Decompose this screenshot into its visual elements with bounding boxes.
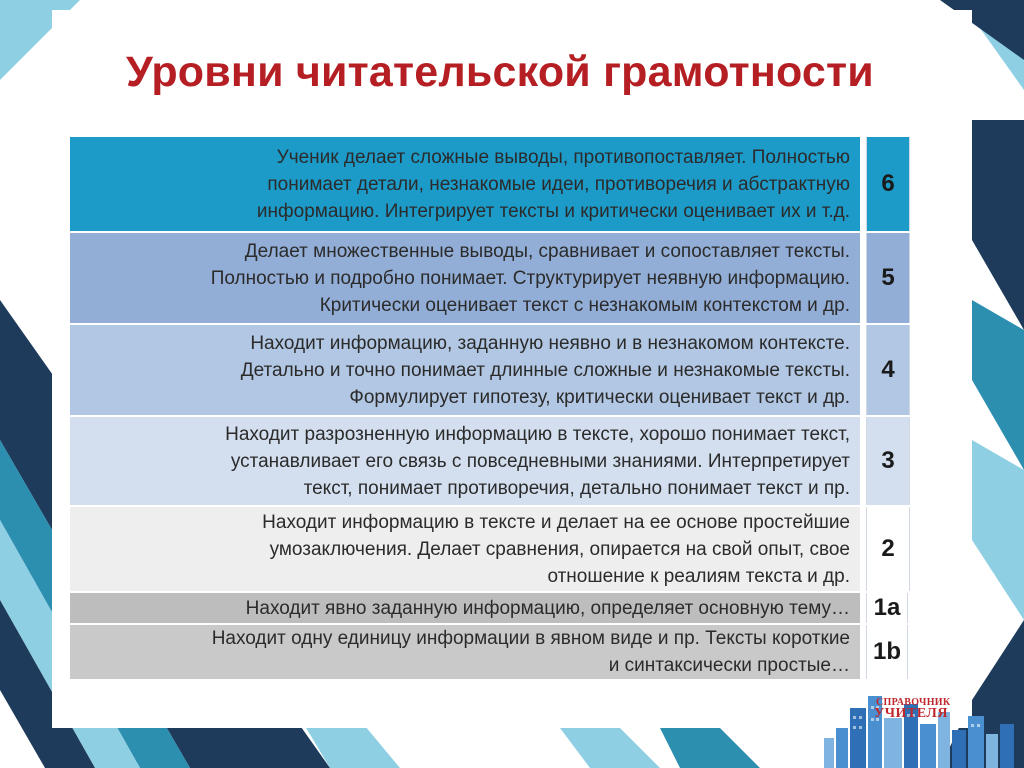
level-row-3 <box>70 417 910 505</box>
level-description <box>70 507 860 591</box>
description-line: Делает множественные выводы, сравнивает и сопоставляет тексты. <box>244 240 850 262</box>
level-row-5 <box>70 233 910 323</box>
level-number: 4 <box>866 325 910 415</box>
description-line: Находит разрозненную информацию в тексте, хорошо понимает текст, <box>225 423 850 445</box>
description-line: текст, понимает противоречия, детально понимает текст и пр. <box>303 477 850 499</box>
level-description <box>70 593 860 623</box>
description-line: Находит явно заданную информацию, определяет основную тему… <box>245 597 850 619</box>
level-row-6 <box>70 137 910 231</box>
level-description <box>70 137 860 231</box>
page-title: Уровни читательской грамотности <box>126 48 874 96</box>
level-description <box>70 233 860 323</box>
level-number: 3 <box>866 417 910 505</box>
level-description <box>70 625 860 679</box>
level-description <box>70 325 860 415</box>
description-line: Детально и точно понимает длинные сложные и незнакомые тексты. <box>240 359 850 381</box>
logo-line: СПРАВОЧНИК <box>876 697 951 708</box>
level-number: 2 <box>866 507 910 591</box>
description-line: Формулирует гипотезу, критически оценивает текст и др. <box>349 386 850 408</box>
description-line: и синтаксически простые… <box>608 655 850 676</box>
description-line: Находит одну единицу информации в явном виде и пр. Тексты короткие <box>211 628 850 649</box>
level-number: 1a <box>866 593 908 623</box>
description-line: отношение к реалиям текста и др. <box>547 565 850 587</box>
level-number: 1b <box>866 625 908 679</box>
level-number: 5 <box>866 233 910 323</box>
reference-logo <box>820 688 1020 768</box>
description-line: Критически оценивает текст с незнакомым контекстом и др. <box>319 294 850 316</box>
description-line: Находит информацию, заданную неявно и в незнакомом контексте. <box>250 332 850 354</box>
level-row-2 <box>70 507 910 591</box>
description-line: умозаключения. Делает сравнения, опирается на свой опыт, свое <box>269 538 850 560</box>
description-line: информацию. Интегрирует тексты и критически оценивает их и т.д. <box>256 200 850 222</box>
description-line: понимает детали, незнакомые идеи, противоречия и абстрактную <box>267 173 850 195</box>
level-description <box>70 417 860 505</box>
description-line: Ученик делает сложные выводы, противопоставляет. Полностью <box>276 146 850 168</box>
level-row-1a <box>70 593 910 623</box>
level-row-1b <box>70 625 910 679</box>
description-line: устанавливает его связь с повседневными знаниями. Интерпретирует <box>230 450 850 472</box>
level-number: 6 <box>866 137 910 231</box>
logo-line: УЧИТЕЛЯ <box>874 706 948 721</box>
level-row-4 <box>70 325 910 415</box>
description-line: Находит информацию в тексте и делает на ее основе простейшие <box>262 511 850 533</box>
description-line: Полностью и подробно понимает. Структурирует неявную информацию. <box>210 267 850 289</box>
